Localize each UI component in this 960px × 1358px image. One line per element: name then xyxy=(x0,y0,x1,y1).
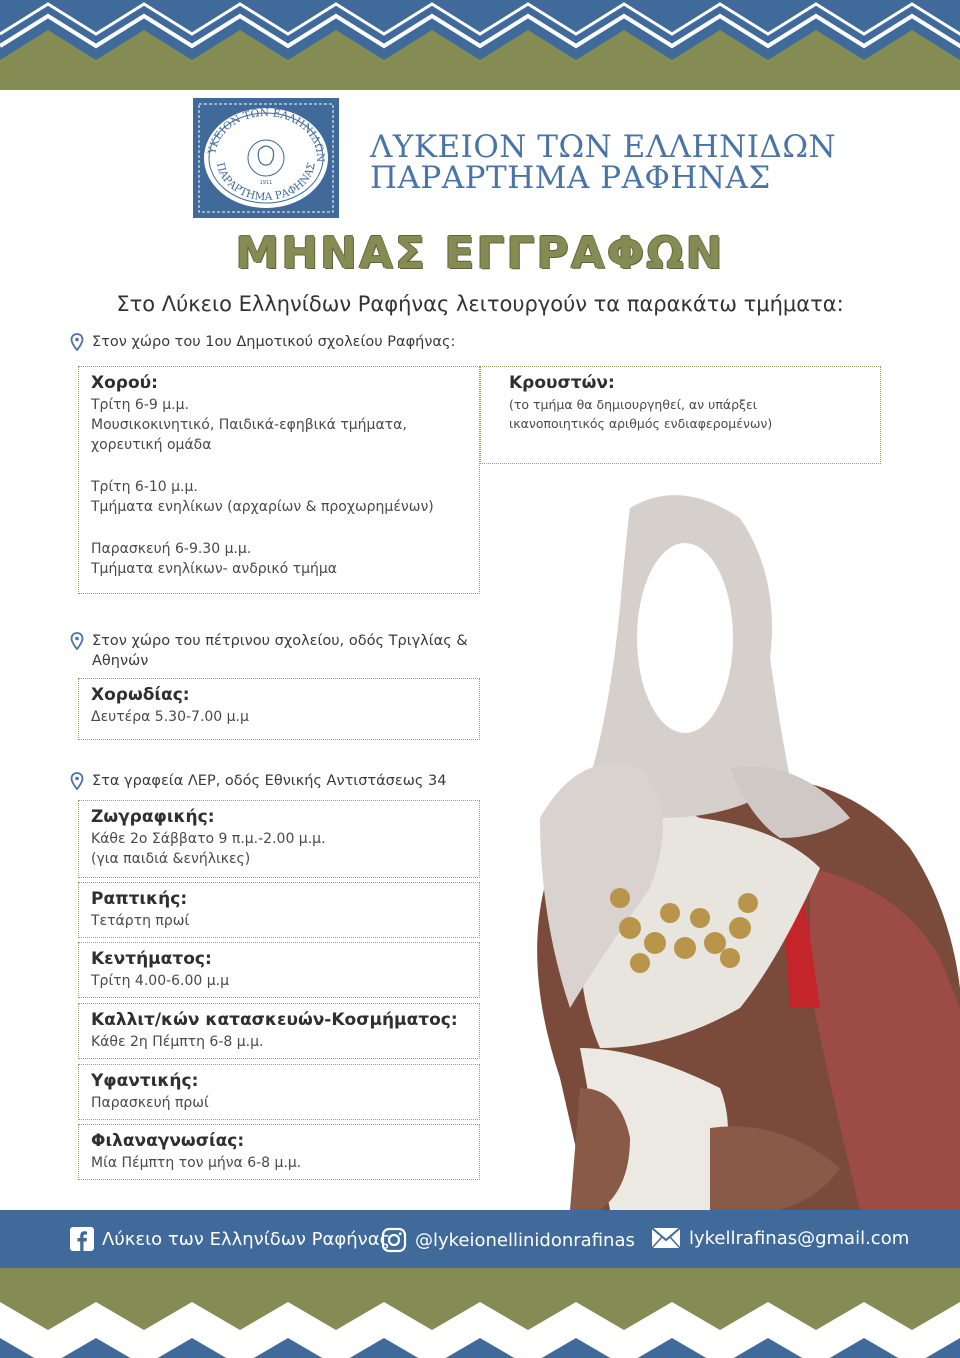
embroidery-section xyxy=(78,942,480,998)
percussion-title: Κρουστών: xyxy=(509,373,615,393)
dance-line-7: Τμήματα ενηλίκων- ανδρικό τμήμα xyxy=(91,561,338,577)
dance-line-2: Μουσικοκινητικό, Παιδικά-εφηβικά τμήματα, xyxy=(91,417,407,433)
choir-line-1: Δευτέρα 5.30-7.00 μ.μ xyxy=(91,709,249,725)
top-zigzag-border xyxy=(0,0,960,90)
sewing-section xyxy=(78,882,480,938)
dance-line-5: Τμήματα ενηλίκων (αρχαρίων & προχωρημένων) xyxy=(91,499,434,515)
painting-title: Ζωγραφικής: xyxy=(91,807,215,827)
logo-top-text: ΥΚΕΙΟΝ ΤΩΝ ΕΛΛΗΝΙΔΩΝ xyxy=(206,106,327,163)
bottom-zigzag-border xyxy=(0,1268,960,1358)
instagram-handle: @lykeionellinidonrafinas xyxy=(415,1229,635,1251)
painting-line-2: (για παιδιά &ενήλικες) xyxy=(91,851,251,867)
dance-title: Χορού: xyxy=(91,373,158,393)
reading-title: Φιλαναγνωσίας: xyxy=(91,1131,245,1151)
reading-line-1: Μία Πέμπτη τον μήνα 6-8 μ.μ. xyxy=(91,1155,302,1171)
sewing-line-1: Τετάρτη πρωί xyxy=(91,913,190,929)
logo-bottom-text: ΠΑΡΑΡΤΗΜΑ ΡΑΦΗΝΑΣ xyxy=(213,161,318,204)
weaving-line-1: Παρασκευή πρωί xyxy=(91,1095,209,1111)
instagram-icon xyxy=(381,1227,407,1253)
location-offices xyxy=(70,771,446,791)
reading-section xyxy=(78,1124,480,1180)
page-title: ΜΗΝΑΣ ΕΓΓΡΑΦΩΝ xyxy=(235,228,725,279)
painting-section xyxy=(78,800,480,878)
location-label: Στον χώρο του 1ου Δημοτικού σχολείου Ραφήνας: xyxy=(92,334,456,350)
facebook-page-name: Λύκειο των Ελληνίδων Ραφήνας xyxy=(102,1228,391,1250)
traditional-costume-figure xyxy=(480,488,960,1210)
choir-title: Χορωδίας: xyxy=(91,685,190,705)
embroidery-title: Κεντήματος: xyxy=(91,949,212,969)
embroidery-line-1: Τρίτη 4.00-6.00 μ.μ xyxy=(91,973,230,989)
map-pin-icon xyxy=(70,772,84,790)
percussion-section xyxy=(480,366,881,464)
weaving-title: Υφαντικής: xyxy=(91,1071,199,1091)
location-primary-school xyxy=(70,332,455,352)
dance-line-4: Τρίτη 6-10 μ.μ. xyxy=(91,479,198,495)
dance-line-3: χορευτική ομάδα xyxy=(91,437,212,453)
percussion-line-2: ικανοποιητικός αριθμός ενδιαφερομένων) xyxy=(509,416,773,431)
dance-line-1: Τρίτη 6-9 μ.μ. xyxy=(91,397,189,413)
painting-line-1: Κάθε 2ο Σάββατο 9 π.μ.-2.00 μ.μ. xyxy=(91,831,326,847)
organization-name xyxy=(370,129,837,196)
weaving-section xyxy=(78,1064,480,1120)
envelope-icon xyxy=(651,1227,681,1249)
crafts-title: Καλλιτ/κών κατασκευών-Κοσμήματος: xyxy=(91,1010,458,1030)
map-pin-icon xyxy=(70,333,84,351)
crafts-section xyxy=(78,1003,480,1059)
location-label: Στον χώρο του πέτρινου σχολείου, οδός Τριγλίας & xyxy=(92,633,468,649)
facebook-icon xyxy=(70,1227,94,1251)
org-name-line1: ΛΥΚΕΙΟΝ ΤΩΝ ΕΛΛΗΝΙΔΩΝ xyxy=(370,129,837,165)
dance-section xyxy=(78,366,480,594)
map-pin-icon xyxy=(70,632,84,650)
instagram-link[interactable] xyxy=(381,1227,635,1253)
choir-section xyxy=(78,678,480,740)
intro-text: Στο Λύκειο Ελληνίδων Ραφήνας λειτουργούν τα παρακάτω τμήματα: xyxy=(116,292,844,316)
dance-line-6: Παρασκευή 6-9.30 μ.μ. xyxy=(91,541,252,557)
location-label: Στα γραφεία ΛΕΡ, οδός Εθνικής Αντιστάσεως 34 xyxy=(92,773,447,789)
email-link[interactable] xyxy=(651,1227,909,1249)
contact-footer xyxy=(0,1210,960,1268)
location-label-cont: Αθηνών xyxy=(92,653,149,669)
logo-year: 1911 xyxy=(259,180,273,186)
crafts-line-1: Κάθε 2η Πέμπτη 6-8 μ.μ. xyxy=(91,1034,264,1050)
lyceum-logo xyxy=(193,98,339,218)
org-name-line2: ΠΑΡΑΡΤΗΜΑ ΡΑΦΗΝΑΣ xyxy=(370,160,771,196)
location-stone-school xyxy=(70,631,490,671)
email-address: lykellrafinas@gmail.com xyxy=(689,1227,910,1249)
percussion-line-1: (το τμήμα θα δημιουργηθεί, αν υπάρξει xyxy=(509,397,758,412)
facebook-link[interactable] xyxy=(70,1227,390,1251)
sewing-title: Ραπτικής: xyxy=(91,889,188,909)
